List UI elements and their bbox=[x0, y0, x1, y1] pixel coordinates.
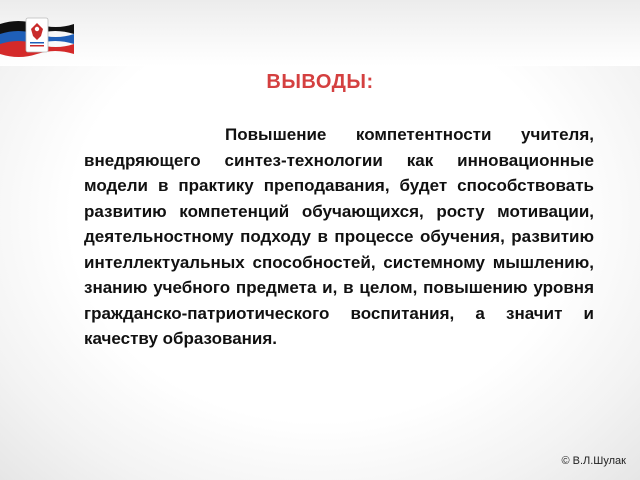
header-band bbox=[0, 0, 640, 66]
slide-title: ВЫВОДЫ: bbox=[266, 71, 374, 93]
copyright-text: © В.Л.Шулак bbox=[561, 455, 626, 467]
dpr-flag-emblem-icon bbox=[0, 14, 74, 58]
conclusion-text: Повышение компетентности учителя, внедряющего синтез-технологии как инновационные модели в практику преподавания, будет способствовать развитию компетенций обучающихся, росту мотивации, деятельностному подходу в процессе обучения, развитию интеллектуальных способностей, системному мышлению, знанию учебного предмета и, в целом, повышению уровня гражданско-патриотического воспитания, а значит и качеству образования. bbox=[84, 125, 594, 348]
